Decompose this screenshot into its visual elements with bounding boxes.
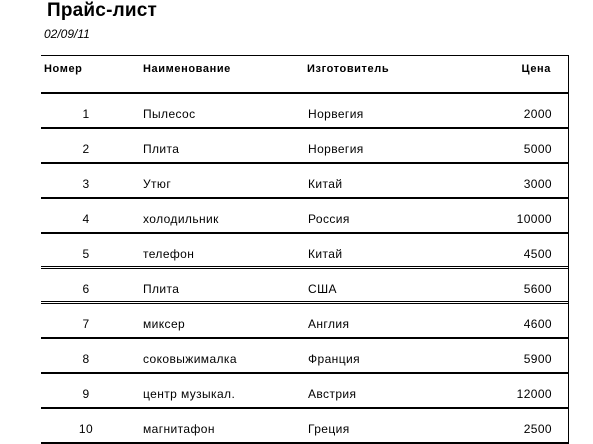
- cell-price: 4500: [523, 247, 552, 261]
- cell-name: Плита: [143, 282, 180, 296]
- cell-number: 4: [82, 212, 90, 226]
- header-number: Номер: [44, 63, 83, 75]
- cell-price: 10000: [516, 212, 552, 226]
- cell-manufacturer: Россия: [308, 212, 350, 226]
- cell-manufacturer: Греция: [308, 422, 350, 436]
- cell-price: 2500: [523, 422, 552, 436]
- cell-number: 7: [82, 317, 90, 331]
- header-price: Цена: [521, 63, 551, 75]
- cell-number: 3: [82, 177, 90, 191]
- report-date: 02/09/11: [44, 27, 90, 41]
- cell-name: центр музыкал.: [143, 387, 236, 401]
- cell-price: 3000: [523, 177, 552, 191]
- cell-price: 5900: [523, 352, 552, 366]
- cell-number: 5: [82, 247, 90, 261]
- cell-price: 12000: [516, 387, 552, 401]
- cell-name: холодильник: [143, 212, 219, 226]
- cell-manufacturer: Франция: [308, 352, 360, 366]
- cell-manufacturer: Китай: [308, 177, 343, 191]
- cell-number: 1: [82, 107, 90, 121]
- cell-name: Пылесос: [143, 107, 196, 121]
- cell-number: 10: [78, 422, 94, 436]
- table-row: [41, 269, 569, 304]
- table-row: [41, 199, 569, 234]
- cell-manufacturer: Англия: [308, 317, 350, 331]
- table-row: [41, 339, 569, 374]
- cell-manufacturer: США: [308, 282, 337, 296]
- cell-manufacturer: Норвегия: [308, 142, 364, 156]
- header-name: Наименование: [143, 63, 231, 75]
- table-row: [41, 164, 569, 199]
- cell-number: 2: [82, 142, 90, 156]
- cell-manufacturer: Китай: [308, 247, 343, 261]
- table-row: [41, 129, 569, 164]
- table-row: [41, 234, 569, 269]
- table-row: [41, 409, 569, 444]
- cell-name: Плита: [143, 142, 180, 156]
- cell-price: 4600: [523, 317, 552, 331]
- cell-price: 5000: [523, 142, 552, 156]
- table-row: [41, 374, 569, 409]
- cell-name: миксер: [143, 317, 186, 331]
- page-title: Прайс-лист: [47, 0, 158, 21]
- cell-name: соковыжималка: [143, 352, 237, 366]
- table-row: [41, 304, 569, 339]
- table-header-row: [41, 55, 569, 94]
- table-row: [41, 94, 569, 129]
- cell-manufacturer: Австрия: [308, 387, 357, 401]
- cell-name: магнитафон: [143, 422, 215, 436]
- price-table: [41, 55, 569, 444]
- header-manufacturer: Изготовитель: [307, 63, 390, 75]
- cell-price: 5600: [523, 282, 552, 296]
- cell-name: Утюг: [143, 177, 172, 191]
- cell-number: 6: [82, 282, 90, 296]
- cell-number: 8: [82, 352, 90, 366]
- cell-number: 9: [82, 387, 90, 401]
- cell-price: 2000: [523, 107, 552, 121]
- cell-manufacturer: Норвегия: [308, 107, 364, 121]
- cell-name: телефон: [143, 247, 195, 261]
